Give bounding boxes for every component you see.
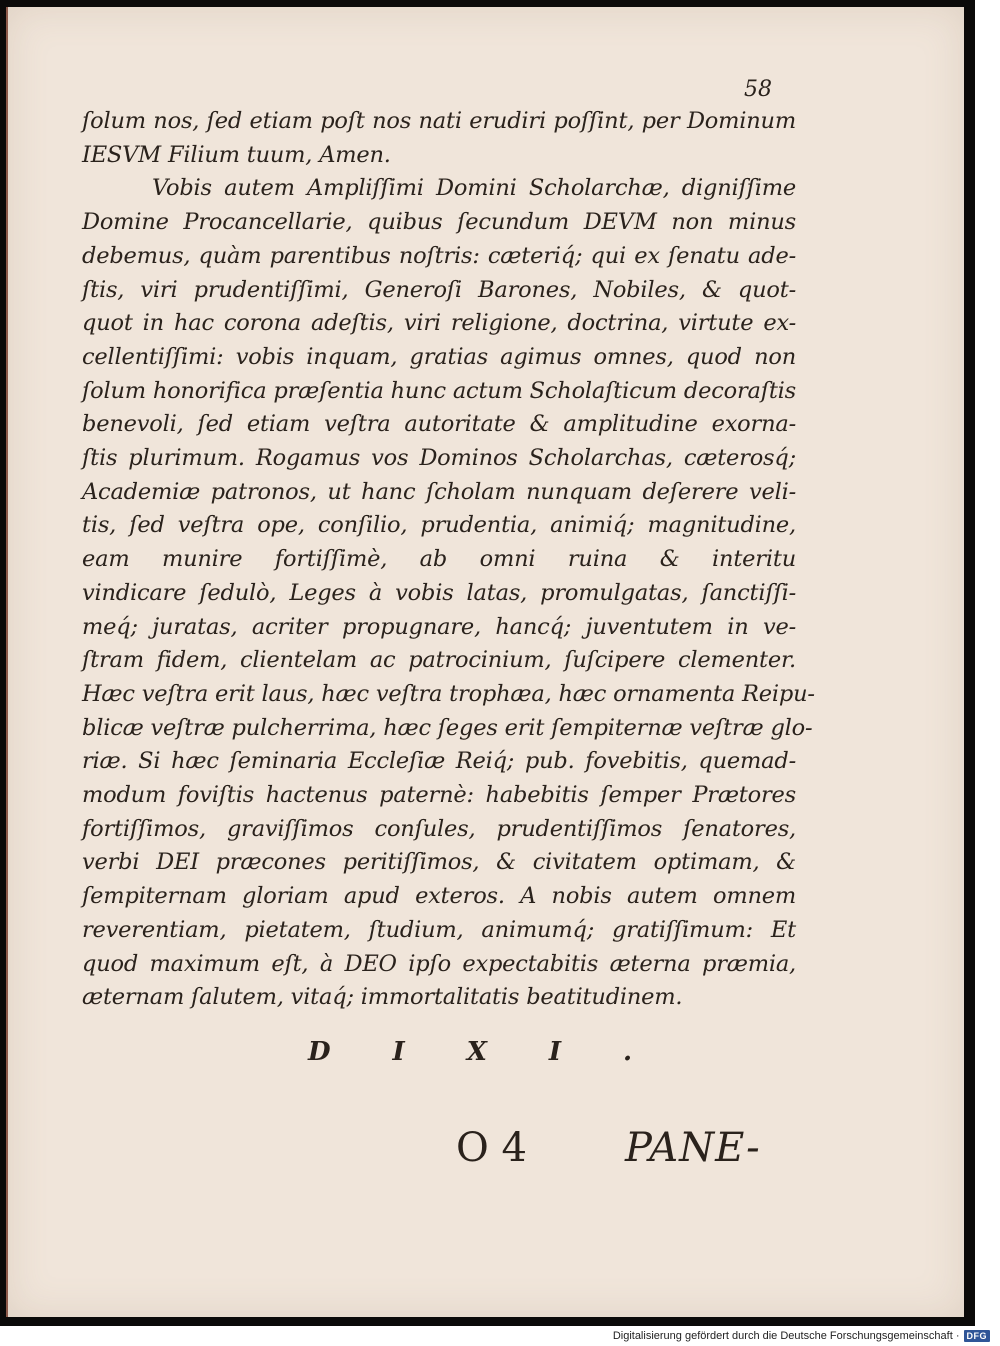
text-line: Vobis autem Ampliſſimi Domini Scholarchæ, digniſſime [152, 175, 796, 202]
text-line: fortiſſimos, graviſſimos conſules, prudentiſſimos ſenatores, [82, 815, 796, 842]
text-line: meq́; juratas, acriter propugnare, hancq́; juventutem in ve- [82, 613, 796, 640]
text-line: reverentiam, pietatem, ſtudium, animumq́; gratiſſimum: Et [82, 916, 796, 943]
funding-footer [613, 1328, 990, 1344]
text-line: quot in hac corona adeſtis, viri religione, doctrina, virtute ex- [82, 310, 796, 337]
text-line: vindicare ſedulò, Leges à vobis latas, promulgatas, ſanctiſſi- [82, 579, 796, 606]
text-line: ſolum honorifica præſentia hunc actum Scholaſticum decoraſtis [82, 377, 797, 404]
text-line: eam munire fortiſſimè, ab omni ruina & interitu [82, 546, 796, 573]
page-number: 58 [744, 77, 772, 102]
text-line: ſtram fidem, clientelam ac patrocinium, ſuſcipere clementer. [82, 647, 796, 674]
text-line: æternam ſalutem, vitaq́; immortalitatis beatitudinem. [82, 984, 683, 1011]
book-page [6, 7, 964, 1317]
text-line: IESVM Filium tuum, Amen. [82, 141, 391, 168]
funding-notice: Digitalisierung gefördert durch die Deutsche Forschungsgemeinschaft · [612, 1330, 960, 1342]
text-line: riæ. Si hæc ſeminaria Eccleſiæ Reiq́; pub. fovebitis, quemad- [82, 748, 796, 775]
text-line: cellentiſſimi: vobis inquam, gratias agimus omnes, quod non [82, 343, 796, 370]
text-line: ſtis, viri prudentiſſimi, Generoſi Barones, Nobiles, & quot- [82, 276, 796, 303]
text-line: blicæ veſtræ pulcherrima, hæc ſeges erit ſempiternæ veſtræ glo- [82, 714, 813, 741]
text-line: debemus, quàm parentibus noſtris: cæteriq́; qui ex ſenatu ade- [82, 242, 796, 269]
text-line: tis, ſed veſtra ope, conſilio, prudentia, animiq́; magnitudine, [82, 512, 796, 539]
text-line: modum foviſtis hactenus paternè: habebitis ſemper Prætores [82, 782, 796, 809]
text-line: ſtis plurimum. Rogamus vos Dominos Scholarchas, cæterosq́; [82, 445, 796, 472]
text-line: ſempiternam gloriam apud exteros. A nobis autem omnem [82, 883, 796, 910]
text-line: Hæc veſtra erit laus, hæc veſtra trophæa, hæc ornamenta Reipu- [82, 680, 815, 707]
text-line: Domine Procancellarie, quibus ſecundum DEVM non minus [82, 209, 796, 236]
text-line: Academiæ patronos, ut hanc ſcholam nunquam deſerere veli- [82, 478, 796, 505]
text-line: ſolum nos, ſed etiam poſt nos nati erudiri poſſint, per Dominum [82, 108, 796, 134]
dfg-logo-icon[interactable]: DFG [964, 1330, 991, 1342]
text-line: verbi DEI præcones peritiſſimos, & civitatem optimam, & [82, 849, 796, 876]
signature-mark: O 4 [456, 1125, 527, 1171]
catchword: PANE- [625, 1125, 761, 1171]
text-line: benevoli, ſed etiam veſtra autoritate & amplitudine exorna- [82, 411, 796, 438]
body-text [82, 105, 815, 1015]
closing-word: DIXI. [308, 1037, 695, 1067]
text-line: quod maximum eſt, à DEO ipſo expectabitis æterna præmia, [82, 950, 796, 977]
